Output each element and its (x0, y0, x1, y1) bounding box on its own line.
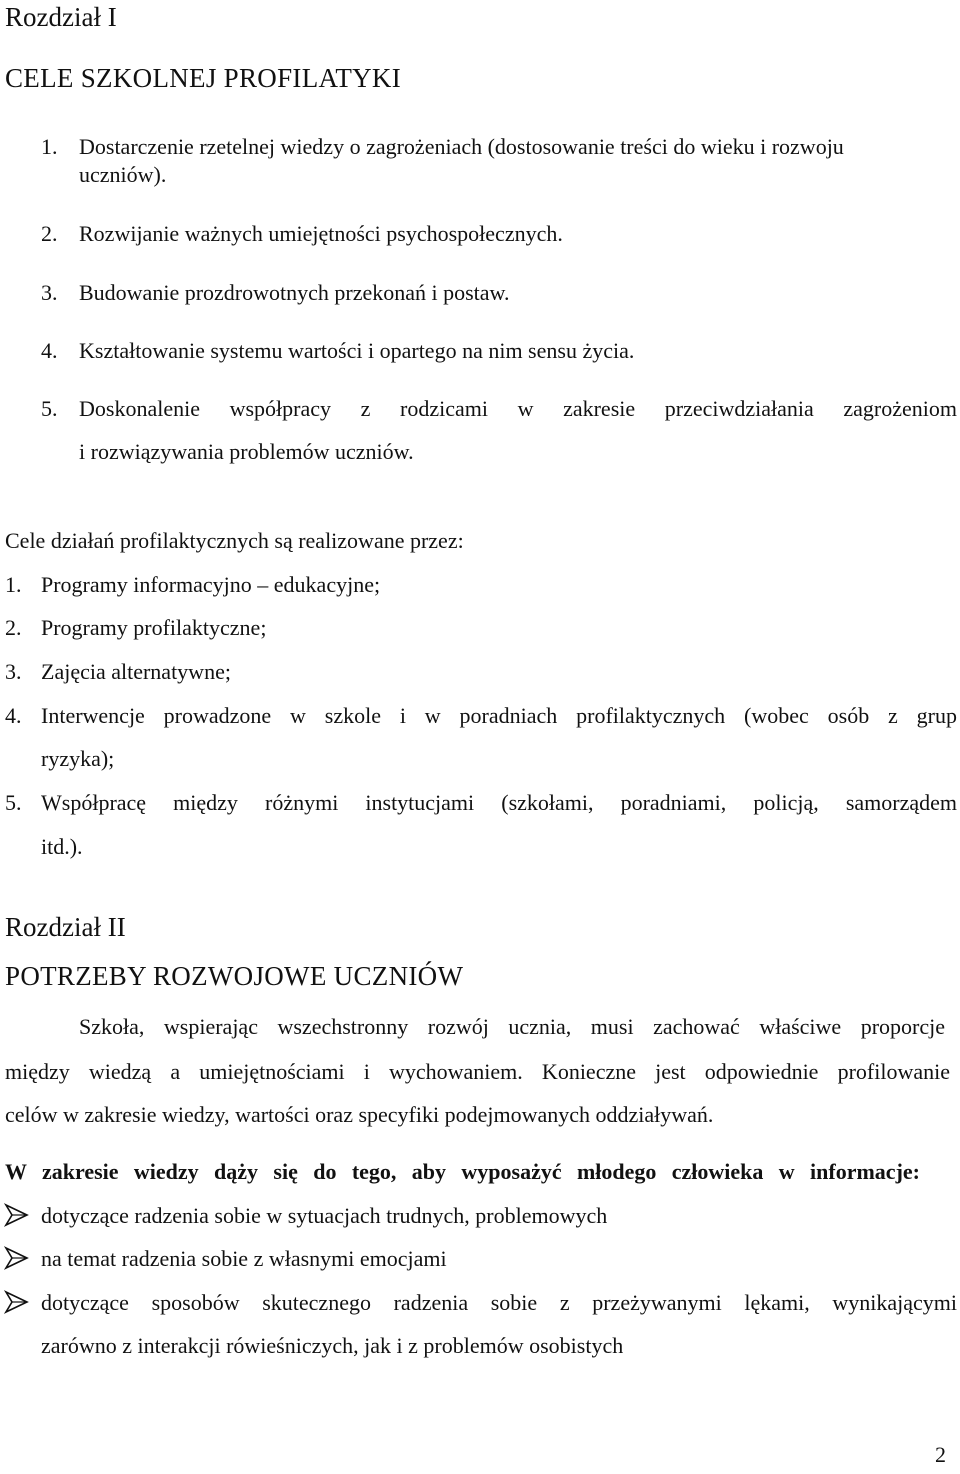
chapter-title: POTRZEBY ROZWOJOWE UCZNIÓW (5, 961, 464, 991)
means-text: Programy profilaktyczne; (41, 615, 267, 640)
means-text-continued: ryzyka); (41, 746, 115, 771)
knowledge-heading: W zakresie wiedzy dąży się do tego, aby wyposażyć młodego człowieka w informacje: (5, 1159, 920, 1184)
means-number: 4. (5, 703, 22, 728)
means-text: Interwencje prowadzone w szkole i w poradniach profilaktycznych (wobec osób z grup (41, 703, 957, 728)
arrow-bullet-icon (4, 1245, 30, 1271)
means-intro: Cele działań profilaktycznych są realizowane przez: (5, 528, 464, 553)
bullet-text: dotyczące radzenia sobie w sytuacjach trudnych, problemowych (41, 1203, 608, 1228)
means-number: 5. (5, 790, 22, 815)
chapter-title: CELE SZKOLNEJ PROFILATYKI (5, 63, 401, 93)
means-number: 2. (5, 615, 22, 640)
means-text-continued: itd.). (41, 834, 83, 859)
bullet-text: dotyczące sposobów skutecznego radzenia sobie z przeżywanymi lękami, wynikającymi (41, 1290, 957, 1315)
bullet-text: na temat radzenia sobie z własnymi emocjami (41, 1246, 447, 1271)
goal-text: Kształtowanie systemu wartości i opartego na nim sensu życia. (79, 338, 635, 363)
goal-number: 2. (41, 221, 58, 246)
goal-text-continued: uczniów). (79, 162, 167, 187)
means-text: Zajęcia alternatywne; (41, 659, 231, 684)
paragraph-line: Szkoła, wspierając wszechstronny rozwój ucznia, musi zachować właściwe proporcje (79, 1014, 945, 1039)
goal-number: 3. (41, 280, 58, 305)
goal-text: Doskonalenie współpracy z rodzicami w zakresie przeciwdziałania zagrożeniom (79, 396, 957, 421)
goal-number: 5. (41, 396, 58, 421)
arrow-bullet-icon (4, 1202, 30, 1228)
goal-number: 4. (41, 338, 58, 363)
goal-text: Budowanie prozdrowotnych przekonań i postaw. (79, 280, 510, 305)
goal-number: 1. (41, 134, 58, 159)
chapter-heading: Rozdział II (5, 912, 126, 942)
goal-text: Dostarczenie rzetelnej wiedzy o zagrożeniach (dostosowanie treści do wieku i rozwoju (79, 134, 844, 159)
chapter-heading: Rozdział I (5, 2, 117, 32)
means-number: 3. (5, 659, 22, 684)
bullet-text-continued: zarówno z interakcji rówieśniczych, jak i z problemów osobistych (41, 1333, 624, 1358)
arrow-bullet-icon (4, 1289, 30, 1315)
goal-text-continued: i rozwiązywania problemów uczniów. (79, 439, 414, 464)
goal-text: Rozwijanie ważnych umiejętności psychospołecznych. (79, 221, 563, 246)
paragraph-line: celów w zakresie wiedzy, wartości oraz specyfiki podejmowanych oddziaływań. (5, 1102, 714, 1127)
paragraph-line: między wiedzą a umiejętnościami i wychowaniem. Konieczne jest odpowiednie profilowanie (5, 1059, 950, 1084)
means-number: 1. (5, 572, 22, 597)
means-text: Współpracę między różnymi instytucjami (szkołami, poradniami, policją, samorządem (41, 790, 957, 815)
page-number: 2 (935, 1442, 946, 1467)
means-text: Programy informacyjno – edukacyjne; (41, 572, 381, 597)
